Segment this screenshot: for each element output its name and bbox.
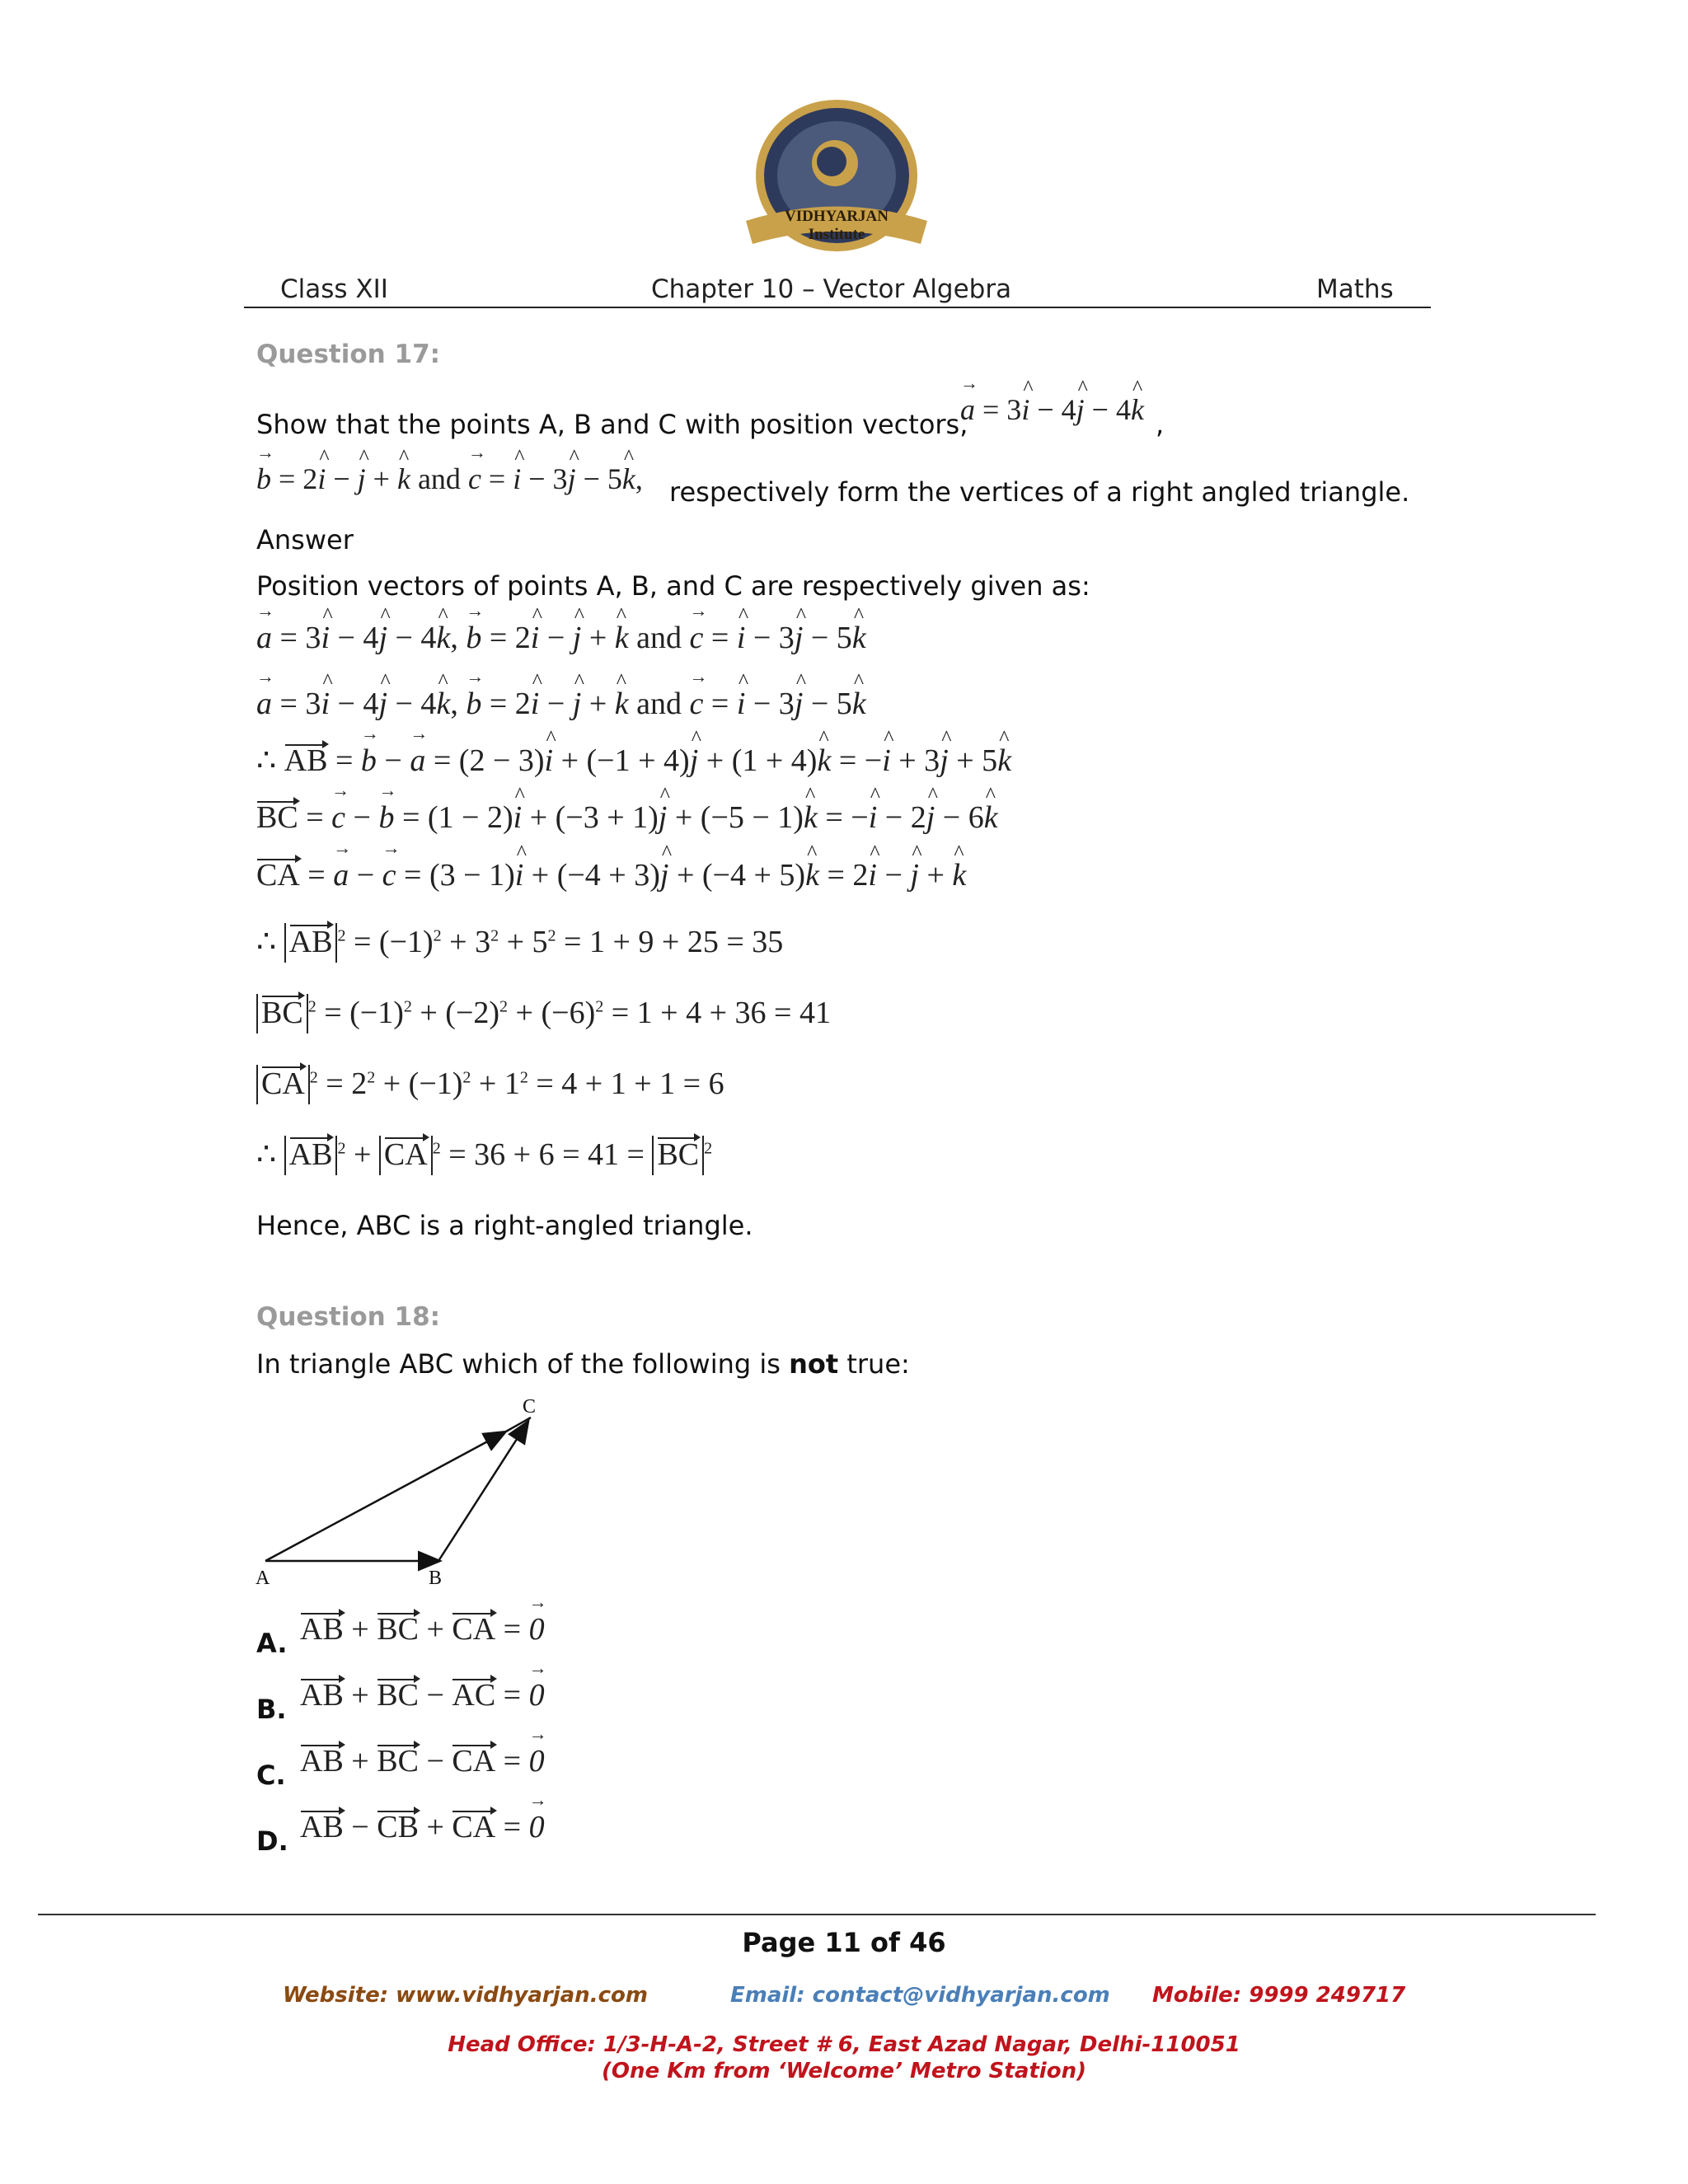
q18-heading: Question 18:	[256, 1302, 441, 1332]
option-c-label: C.	[256, 1760, 286, 1791]
q17-text-line1: Show that the points A, B and C with position vectors,	[256, 409, 968, 440]
q17-math-ab-sq: ∴ AB $^2 = (-1)^2 + 3^2 + 5^2 = 1 + 9 + 25 = 35$	[256, 923, 783, 963]
q17-math-ca-sq: CA $^2 = 2^2 + (-1)^2 + 1^2 = 4 + 1 + 1 = 6$	[256, 1065, 724, 1104]
q17-text-line2: respectively form the vertices of a right angled triangle.	[669, 476, 1410, 508]
triangle-figure	[247, 1393, 560, 1591]
q17-vector-a: → a = 3^ i − 4^ j − 4^ k	[960, 392, 1144, 427]
option-d-label: D.	[256, 1825, 288, 1857]
q17-math-bc-sq: BC $^2 = (-1)^2 + (-2)^2 + (-6)^2 = 1 + 4 + 36 = 41$	[256, 994, 831, 1033]
q17-math-line1: → a = 3^ i − 4^ j − 4^ k, → b = 2^ i − ^ j + ^ k and → c = ^ i − 3^ j − 5^ k	[256, 620, 866, 656]
q17-math-ca: CA = → a − → c = (3 − 1)^ i + (−4 + 3)^ j + (−4 + 5)^ k = 2^ i − ^ j + ^ k	[256, 857, 966, 893]
q17-vectors-b-c: → b = 2^ i − ^ j + ^ k and → c = ^ i − 3^ j − 5^ k,	[256, 462, 643, 496]
q17-math-line2: → a = 3^ i − 4^ j − 4^ k, → b = 2^ i − ^ j + ^ k and → c = ^ i − 3^ j − 5^ k	[256, 686, 866, 722]
footer-mobile: Mobile: 9999 249717	[1152, 1983, 1406, 2008]
q18-text	[256, 1348, 910, 1380]
vertex-label-c: C	[523, 1396, 537, 1418]
vector-ac-line	[265, 1432, 504, 1561]
q18-text-pre: In triangle ABC which of the following is	[256, 1348, 790, 1380]
option-c-math: AB + BC − CA = → 0	[300, 1743, 545, 1779]
q18-text-bold: not	[789, 1348, 839, 1380]
footer-office-note: (One Km from ‘Welcome’ Metro Station)	[602, 2059, 1086, 2083]
option-d-math: AB − CB + CA = → 0	[300, 1809, 545, 1845]
option-a-label: A.	[256, 1628, 288, 1659]
option-b-math: AB + BC − AC = → 0	[300, 1677, 545, 1713]
footer-website[interactable]: Website: www.vidhyarjan.com	[283, 1983, 648, 2008]
header-subject: Maths	[1316, 274, 1394, 304]
footer-office: Head Office: 1/3-H-A-2, Street # 6, East Azad Nagar, Delhi-110051	[448, 2032, 1240, 2057]
q17-conclusion: Hence, ABC is a right-angled triangle.	[256, 1210, 753, 1241]
q17-math-bc: BC = → c − → b = (1 − 2)^ i + (−3 + 1)^ j + (−5 − 1)^ k = −^ i − 2^ j − 6^ k	[256, 799, 998, 836]
option-b-label: B.	[256, 1694, 287, 1725]
footer-email[interactable]: Email: contact@vidhyarjan.com	[730, 1983, 1110, 2008]
q17-math-sum: ∴ AB $^2$ + CA $^2$ = 36 + 6 = 41 = BC $^2$	[256, 1136, 712, 1175]
institute-logo	[738, 97, 935, 270]
header-chapter: Chapter 10 – Vector Algebra	[651, 274, 1012, 304]
vertex-label-a: A	[256, 1568, 270, 1589]
page-number: Page 11 of 46	[742, 1927, 946, 1958]
header-class: Class XII	[280, 274, 388, 304]
q17-math-ab: ∴ AB = → b − → a = (2 − 3)^ i + (−1 + 4)^ j + (1 + 4)^ k = −^ i + 3^ j + 5^ k	[256, 742, 1011, 779]
logo-text: VIDHYARJAN Institute	[785, 208, 889, 243]
q17-text-comma: ,	[1156, 409, 1165, 440]
q18-text-post: true:	[838, 1348, 910, 1380]
q17-answer-label: Answer	[256, 524, 354, 555]
q17-heading: Question 17:	[256, 340, 441, 369]
header-rule	[244, 307, 1431, 308]
footer-rule	[38, 1914, 1596, 1915]
option-a-math: AB + BC + CA = → 0	[300, 1611, 545, 1647]
vertex-label-b: B	[429, 1568, 443, 1589]
q17-answer-intro: Position vectors of points A, B, and C are respectively given as:	[256, 570, 1090, 602]
